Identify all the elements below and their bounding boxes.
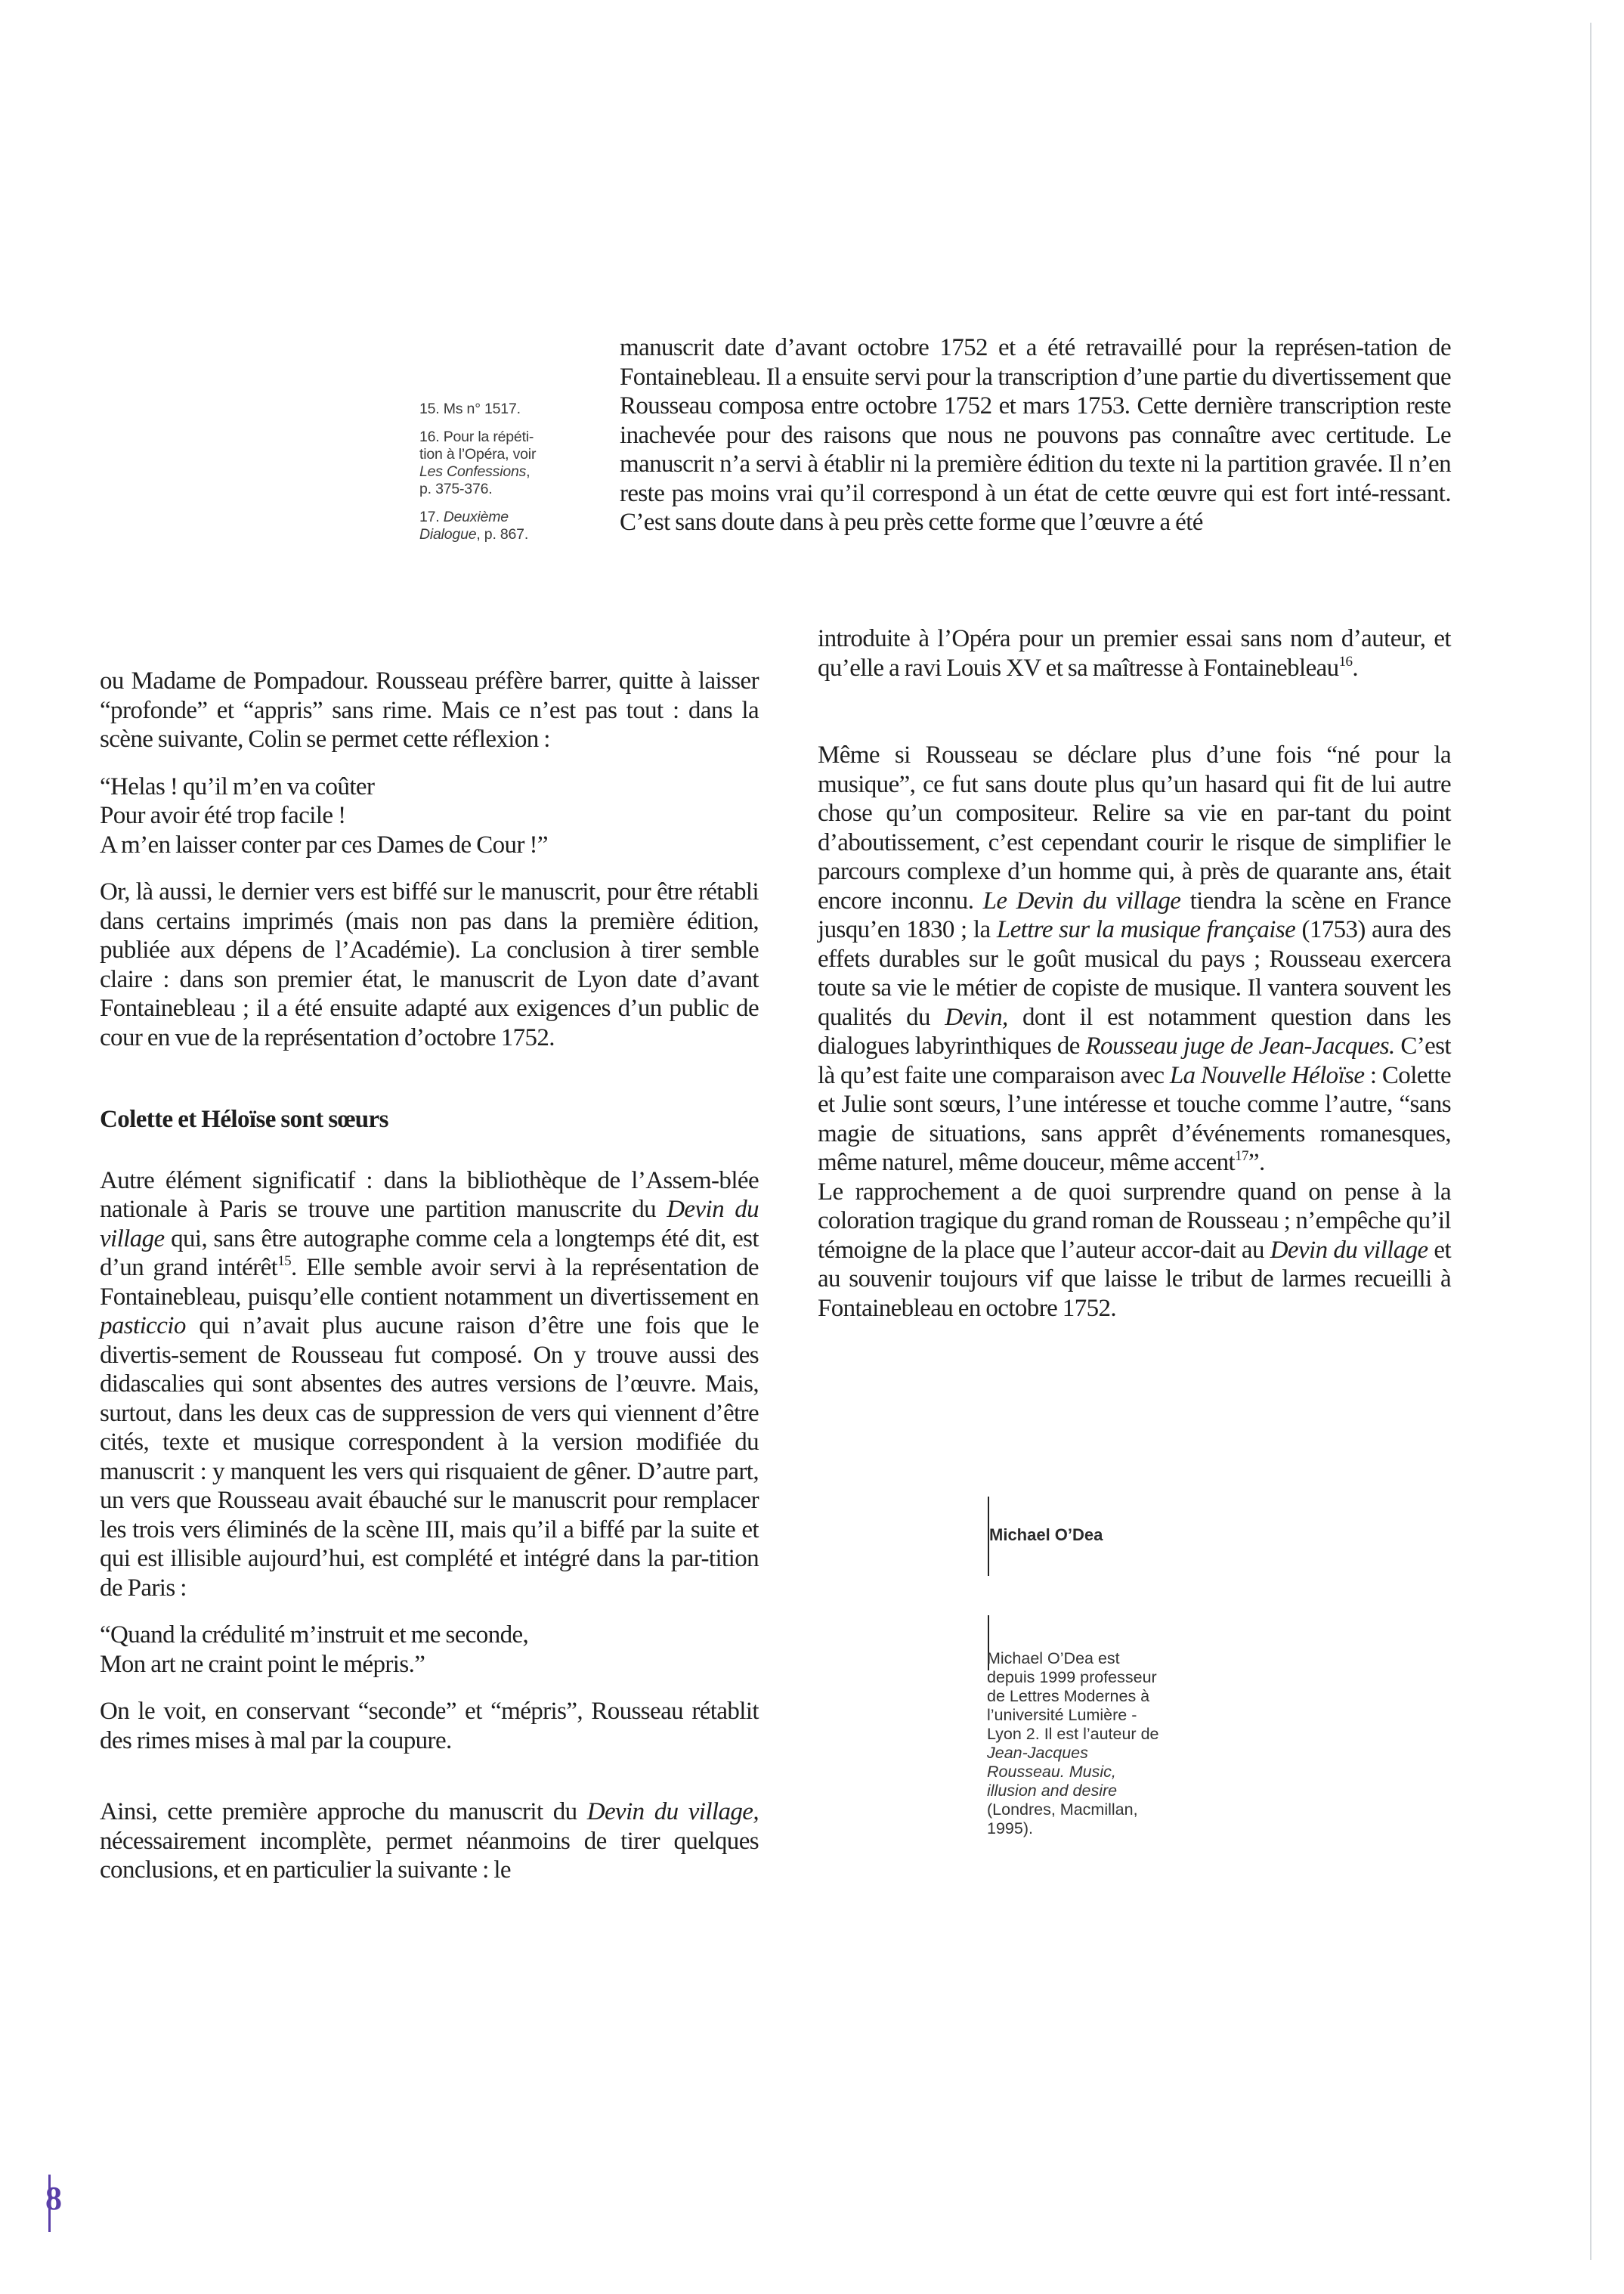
left-paragraph-4: On le voit, en conservant “seconde” et “mépris”, Rousseau rétablit des rimes mises à mal par la coupure.: [100, 1698, 759, 1754]
continuation-end: introduite à l’Opéra pour un premier essai sans nom d’auteur, et qu’elle a ravi Louis XV et sa maîtresse à Fontainebleau$^{16}$.: [818, 625, 1451, 682]
footnote-16: 16. Pour la répéti- tion à l’Opéra, voir Les Confessions, p. 375-376.: [419, 429, 537, 497]
continuation-wide: [620, 333, 1451, 537]
footnote-15: 15. Ms n° 1517.: [419, 401, 521, 417]
footnote-ref-16: 16: [1338, 653, 1353, 670]
footnotes: [419, 401, 586, 554]
right-paragraph-2: Le rapprochement a de quoi surprendre quand on pense à la coloration tragique du grand roman de Rousseau ; n’empêche qu’il témoigne de la place que l’auteur accor-dait au Devin du village et au souvenir toujours vif que laisse le tribut de larmes recueilli à Fontainebleau en octobre 1752.: [818, 1178, 1452, 1322]
page-edge-line: [1590, 23, 1592, 2260]
page-number-digit: 8: [45, 2180, 62, 2217]
continuation-paragraph: manuscrit date d’avant octobre 1752 et a été retravaillé pour la représen-tation de Fontainebleau. Il a ensuite servi pour la transcription d’une partie du divertissement que Rousseau composa entre octobre 1752 et mars 1753. Cette dernière transcription reste inachevée pour des raisons que nous ne pouvons pas connaître avec certitude. Le manuscrit n’a servi à établir ni la première édition du texte ni la partition gravée. Il n’en reste pas moins vrai qu’il correspond à un état de cette œuvre qui est fort inté-ressant. C’est sans doute dans à peu près cette forme que l’œuvre a été: [620, 334, 1451, 536]
left-column: [100, 667, 759, 1885]
verse-2-line-2: Mon art ne craint point le mépris.”: [100, 1650, 425, 1678]
verse-2-line-1: “Quand la crédulité m’instruit et me seconde,: [100, 1621, 529, 1649]
footnote-ref-15: 15: [277, 1253, 292, 1269]
footnote-17: 17. Deuxième Dialogue, p. 867.: [419, 509, 529, 543]
left-paragraph-2: Or, là aussi, le dernier vers est biffé sur le manuscrit, pour être rétabli dans certains imprimés (mais non pas dans la première édition, publiée aux dépens de l’Académie). La conclusion à tirer semble claire : dans son premier état, le manuscrit de Lyon date d’avant Fontainebleau ; il a été ensuite adapté aux exigences d’un public de cour en vue de la représentation d’octobre 1752.: [100, 878, 759, 1051]
verse-1-line-2: Pour avoir été trop facile !: [100, 802, 346, 829]
left-paragraph-1: ou Madame de Pompadour. Rousseau préfère barrer, quitte à laisser “profonde” et “appris” sans rime. Mais ce n’est pas tout : dans la scène suivante, Colin se permet cette réflexion :: [100, 667, 759, 753]
section-heading: Colette et Héloïse sont sœurs: [100, 1106, 388, 1133]
verse-1-line-1: “Helas ! qu’il m’en va coûter: [100, 772, 375, 800]
left-paragraph-5: Ainsi, cette première approche du manuscrit du Devin du village, nécessairement incomplète, permet néanmoins de tirer quelques conclusions, et en particulier la suivante : le: [100, 1798, 759, 1884]
right-paragraph-1: Même si Rousseau se déclare plus d’une fois “né pour la musique”, ce fut sans doute plus qu’un hasard qui fit de lui autre chose qu’un compositeur. Relire sa vie en par-tant du point d’aboutissement, c’est cependant courir le risque de simplifier le parcours complexe d’un homme qui, à près de quarante ans, était encore inconnu. Le Devin du village tiendra la scène en France jusqu’en 1830 ; la Lettre sur la musique française (1753) aura des effets durables sur le goût musical du pays ; Rousseau exercera toute sa vie le métier de copiste de musique. Il vantera souvent les qualités du Devin, dont il est notamment question dans les dialogues labyrinthiques de Rousseau juge de Jean-Jacques. C’est là qu’est faite une comparaison avec La Nouvelle Héloïse : Colette et Julie sont sœurs, l’une intéresse et touche comme l’autre, “sans magie de situations, sans apprêt d’événements romanesques, même naturel, même douceur, même accent$^{17}$”.: [818, 741, 1452, 1176]
continuation-narrow: [818, 624, 1451, 683]
verse-1-line-3: A m’en laisser conter par ces Dames de Cour !”: [100, 831, 548, 859]
footnote-ref-17: 17: [1235, 1148, 1248, 1164]
left-paragraph-3: Autre élément significatif : dans la bibliothèque de l’Assem-blée nationale à Paris se trouve une partition manuscrite du Devin du village qui, sans être autographe comme cela a longtemps été dit, est d’un grand intérêt$^{15}$. Elle semble avoir servi à la représentation de Fontainebleau, puisqu’elle contient notamment un divertissement en pasticcio qui n’avait plus aucune raison d’être une fois que le divertis-sement de Rousseau fut composé. On y trouve aussi des didascalies qui sont absentes des autres versions de l’œuvre. Mais, surtout, dans les deux cas de suppression de vers qui viennent d’être cités, texte et musique correspondent à la version modifiée du manuscrit : y manquent les vers qui risquaient de gêner. D’autre part, un vers que Rousseau avait ébauché sur le manuscrit pour remplacer les trois vers éliminés de la scène III, mais qu’il a biffé par la suite et qui est illisible aujourd’hui, est complété et intégré dans la par-tition de Paris :: [100, 1166, 759, 1602]
right-column: [818, 741, 1451, 1323]
author-bio: Michael O’Dea est depuis 1999 professeur de Lettres Modernes à l’université Lumière - Lyon 2. Il est l’auteur de Jean-Jacques Rousseau. Music, illusion and desire (Londres, Macmillan, 1995).: [987, 1649, 1159, 1837]
page-number: [47, 2175, 65, 2232]
author-signature: Michael O’Dea: [989, 1525, 1103, 1544]
